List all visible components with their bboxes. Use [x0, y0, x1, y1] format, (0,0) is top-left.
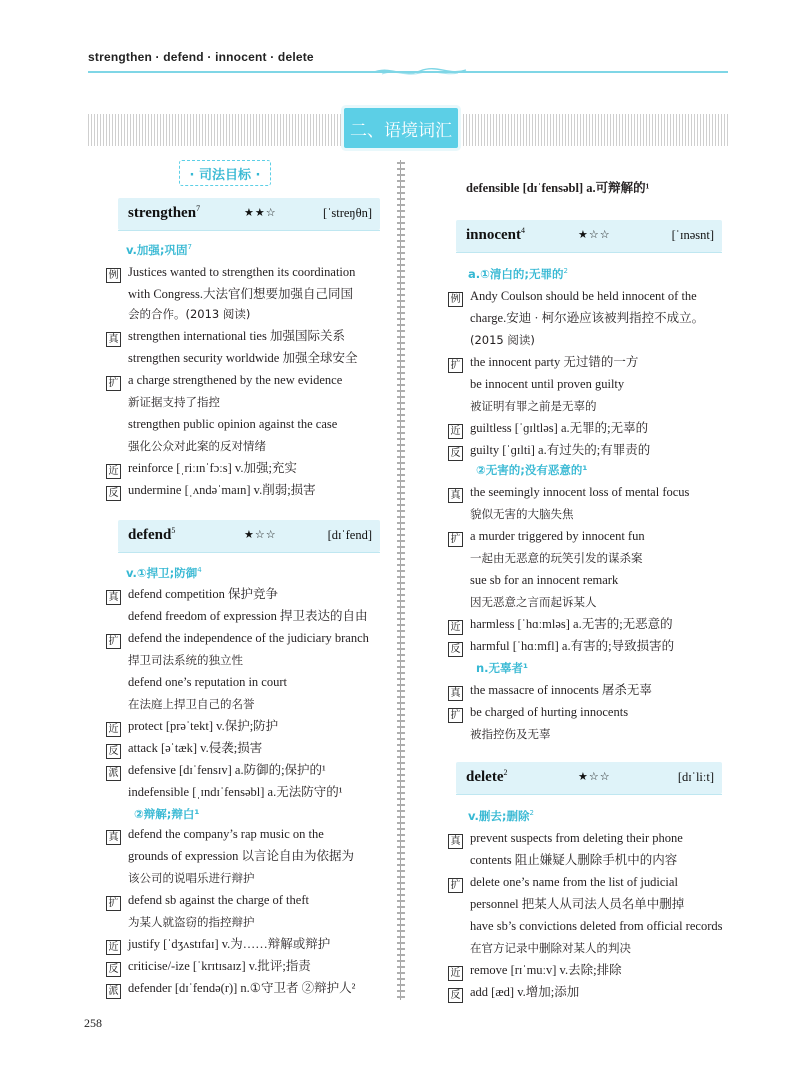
line-text: be innocent until proven guilty	[470, 377, 625, 391]
phonetic: [ˈɪnəsnt]	[671, 228, 714, 242]
example-line	[128, 870, 255, 886]
line-text: defend the independence of the judiciary branch	[128, 631, 369, 645]
section-title: 二、语境词汇	[344, 108, 458, 148]
example-line	[106, 892, 309, 911]
marker-近: 近	[448, 966, 463, 981]
line-text: 捍卫司法系统的独立性	[128, 653, 243, 667]
line-text: a charge strengthened by the new evidence	[128, 373, 343, 387]
marker-例: 例	[106, 268, 121, 283]
line-text: defend sb against the charge of theft	[128, 893, 309, 907]
example-line	[470, 376, 624, 392]
example-line	[448, 874, 678, 893]
example-line	[470, 896, 684, 912]
marker-反: 反	[106, 962, 121, 977]
example-line	[128, 394, 220, 410]
marker-近: 近	[448, 620, 463, 635]
column-divider	[397, 160, 405, 1000]
example-line	[106, 460, 297, 479]
example-line	[470, 918, 722, 934]
example-line	[470, 506, 574, 522]
example-line	[106, 718, 278, 737]
line-text: 强化公众对此案的反对情绪	[128, 439, 266, 453]
line-text: 该公司的说唱乐进行辩护	[128, 871, 255, 885]
headword: defend$^5$	[128, 526, 176, 543]
line-text: harmful [ˈhɑːmfl] a.有害的;导致损害的	[470, 639, 675, 653]
example-line	[106, 372, 342, 391]
marker-近: 近	[106, 722, 121, 737]
sense-label: v.加强;巩固$^7$	[126, 243, 192, 257]
marker-真: 真	[448, 834, 463, 849]
line-text: 为某人就盗窃的指控辩护	[128, 915, 255, 929]
line-text: the innocent party 无过错的一方	[470, 355, 639, 369]
example-line	[470, 310, 704, 326]
example-line	[448, 638, 674, 657]
line-text: defender [dɪˈfendə(r)] n.①守卫者 ②辩护人²	[128, 981, 356, 995]
line-text: 一起由无恶意的玩笑引发的谋杀案	[470, 551, 643, 565]
running-header: strengthen · defend · innocent · delete	[88, 50, 314, 64]
line-text: prevent suspects from deleting their phone	[470, 831, 683, 845]
sense-label: a.①清白的;无罪的$^2$	[468, 267, 568, 281]
line-text: 会的合作。(2013 阅读)	[128, 307, 251, 321]
example-line	[106, 328, 345, 347]
example-line	[128, 848, 354, 864]
example-line	[448, 288, 697, 307]
line-text: indefensible [ˌɪndɪˈfensəbl] a.无法防守的¹	[128, 785, 343, 799]
example-line	[128, 608, 368, 624]
phonetic: [dɪˈfend]	[327, 528, 372, 542]
line-text: n.无辜者¹	[476, 661, 529, 675]
line-text: strengthen security worldwide 加强全球安全	[128, 351, 358, 365]
line-text: add [æd] v.增加;添加	[470, 985, 580, 999]
line-text: contents 阻止嫌疑人删除手机中的内容	[470, 853, 678, 867]
sense-label	[134, 806, 199, 822]
line-text: reinforce [ˌriːɪnˈfɔːs] v.加强;充实	[128, 461, 297, 475]
example-line	[448, 682, 652, 701]
line-text: defend freedom of expression 捍卫表达的自由	[128, 609, 368, 623]
marker-反: 反	[106, 744, 121, 759]
marker-扩: 扩	[106, 376, 121, 391]
marker-真: 真	[106, 590, 121, 605]
marker-真: 真	[106, 332, 121, 347]
example-line	[128, 696, 255, 712]
example-line	[470, 852, 677, 868]
line-text: 在官方记录中删除对某人的判决	[470, 941, 631, 955]
marker-反: 反	[448, 446, 463, 461]
example-line	[448, 962, 622, 981]
line-text: defend the company’s rap music on the	[128, 827, 324, 841]
frequency-stars: ★☆☆	[244, 528, 277, 541]
line-text: 在法庭上捍卫自己的名誉	[128, 697, 255, 711]
example-line	[448, 420, 648, 439]
example-line	[106, 980, 355, 999]
line-text: ②辩解;辩白¹	[134, 807, 200, 821]
line-text: 新证据支持了指控	[128, 395, 220, 409]
marker-反: 反	[448, 642, 463, 657]
line-text: attack [əˈtæk] v.侵袭;损害	[128, 741, 263, 755]
marker-扩: 扩	[106, 896, 121, 911]
example-line	[448, 984, 579, 1003]
line-text: with Congress.大法官们想要加强自己同国	[128, 287, 354, 301]
line-text: justify [ˈdʒʌstɪfaɪ] v.为……辩解或辩护	[128, 937, 331, 951]
example-line	[106, 586, 278, 605]
example-line	[106, 482, 316, 501]
example-line	[106, 958, 311, 977]
marker-扩: 扩	[448, 532, 463, 547]
phonetic: [dɪˈliːt]	[677, 770, 714, 784]
marker-近: 近	[106, 940, 121, 955]
marker-例: 例	[448, 292, 463, 307]
page-number: 258	[84, 1016, 102, 1030]
example-line	[128, 286, 353, 302]
line-text: sue sb for an innocent remark	[470, 573, 619, 587]
subsection-badge: · 司法目标 ·	[179, 160, 271, 186]
example-line	[470, 550, 643, 566]
example-line	[106, 740, 262, 759]
sense-label	[476, 660, 528, 676]
entry-header-innocent	[456, 220, 722, 252]
line-text: undermine [ˌʌndəˈmaɪn] v.削弱;损害	[128, 483, 316, 497]
headword: innocent$^4$	[466, 226, 526, 243]
marker-反: 反	[106, 486, 121, 501]
example-line	[128, 306, 250, 322]
example-line	[470, 726, 551, 742]
example-line	[470, 594, 597, 610]
line-text: defensive [dɪˈfensɪv] a.防御的;保护的¹	[128, 763, 326, 777]
line-text: a murder triggered by innocent fun	[470, 529, 645, 543]
marker-扩: 扩	[448, 708, 463, 723]
line-text: guiltless [ˈɡɪltləs] a.无罪的;无辜的	[470, 421, 649, 435]
example-line	[128, 914, 255, 930]
line-text: defend one’s reputation in court	[128, 675, 287, 689]
entry-header-defend	[118, 520, 380, 552]
entry-header-delete	[456, 762, 722, 794]
line-text: remove [rɪˈmuːv] v.去除;排除	[470, 963, 622, 977]
marker-近: 近	[106, 464, 121, 479]
line-text: personnel 把某人从司法人员名单中删掉	[470, 897, 685, 911]
example-line	[448, 704, 628, 723]
line-text: defend competition 保护竞争	[128, 587, 278, 601]
example-line	[470, 398, 597, 414]
example-line	[448, 354, 638, 373]
line-text: protect [prəˈtekt] v.保护;防护	[128, 719, 279, 733]
marker-真: 真	[448, 488, 463, 503]
marker-派: 派	[106, 984, 121, 999]
example-line	[448, 442, 650, 461]
line-text: 被证明有罪之前是无辜的	[470, 399, 597, 413]
example-line	[448, 830, 683, 849]
marker-真: 真	[448, 686, 463, 701]
line-text: 貌似无害的大脑失焦	[470, 507, 574, 521]
example-line	[470, 332, 535, 348]
example-line	[106, 630, 369, 649]
line-text: delete one’s name from the list of judicial	[470, 875, 678, 889]
line-text: be charged of hurting innocents	[470, 705, 629, 719]
sense-label: v.①捍卫;防御$^4$	[126, 566, 202, 580]
phonetic: [ˈstreŋθn]	[323, 206, 372, 220]
example-line	[106, 762, 326, 781]
defensible-line: defensible [dɪˈfensəbl] a.可辩解的¹	[466, 181, 650, 195]
frequency-stars: ★☆☆	[578, 228, 611, 241]
marker-扩: 扩	[448, 878, 463, 893]
marker-扩: 扩	[448, 358, 463, 373]
line-text: criticise/-ize [ˈkrɪtɪsaɪz] v.批评;指责	[128, 959, 311, 973]
line-text: guilty [ˈɡɪlti] a.有过失的;有罪责的	[470, 443, 651, 457]
line-text: harmless [ˈhɑːmləs] a.无害的;无恶意的	[470, 617, 673, 631]
line-text: grounds of expression 以言论自由为依据为	[128, 849, 355, 863]
line-text: strengthen international ties 加强国际关系	[128, 329, 345, 343]
marker-近: 近	[448, 424, 463, 439]
line-text: Justices wanted to strengthen its coordination	[128, 265, 356, 279]
example-line	[128, 674, 287, 690]
example-line	[128, 652, 243, 668]
example-line	[128, 784, 342, 800]
marker-反: 反	[448, 988, 463, 1003]
line-text: (2015 阅读)	[470, 333, 535, 347]
header-rule	[88, 71, 728, 73]
marker-扩: 扩	[106, 634, 121, 649]
entry-header-strengthen	[118, 198, 380, 230]
marker-派: 派	[106, 766, 121, 781]
example-line	[470, 572, 618, 588]
headword: strengthen$^7$	[128, 204, 201, 221]
sense-label: v.删去;删除$^2$	[468, 809, 534, 823]
sense-label	[476, 462, 587, 478]
line-text: ②无害的;没有恶意的¹	[476, 463, 588, 477]
frequency-stars: ★★☆	[244, 206, 277, 219]
example-line	[448, 616, 673, 635]
example-line	[470, 940, 631, 956]
frequency-stars: ★☆☆	[578, 770, 611, 783]
example-line	[128, 350, 357, 366]
marker-真: 真	[106, 830, 121, 845]
line-text: strengthen public opinion against the case	[128, 417, 338, 431]
example-line	[128, 416, 337, 432]
line-text: have sb’s convictions deleted from official records	[470, 919, 723, 933]
line-text: Andy Coulson should be held innocent of the	[470, 289, 697, 303]
line-text: 因无恶意之言而起诉某人	[470, 595, 597, 609]
line-text: the massacre of innocents 屠杀无辜	[470, 683, 652, 697]
example-line	[128, 438, 266, 454]
line-text: charge.安迪 · 柯尔逊应该被判指控不成立。	[470, 311, 705, 325]
example-line	[106, 826, 324, 845]
line-text: the seemingly innocent loss of mental focus	[470, 485, 690, 499]
example-line	[106, 264, 355, 283]
example-line	[448, 484, 689, 503]
example-line	[106, 936, 330, 955]
line-text: 被指控伤及无辜	[470, 727, 551, 741]
example-line	[448, 528, 645, 547]
headword: delete$^2$	[466, 768, 508, 785]
